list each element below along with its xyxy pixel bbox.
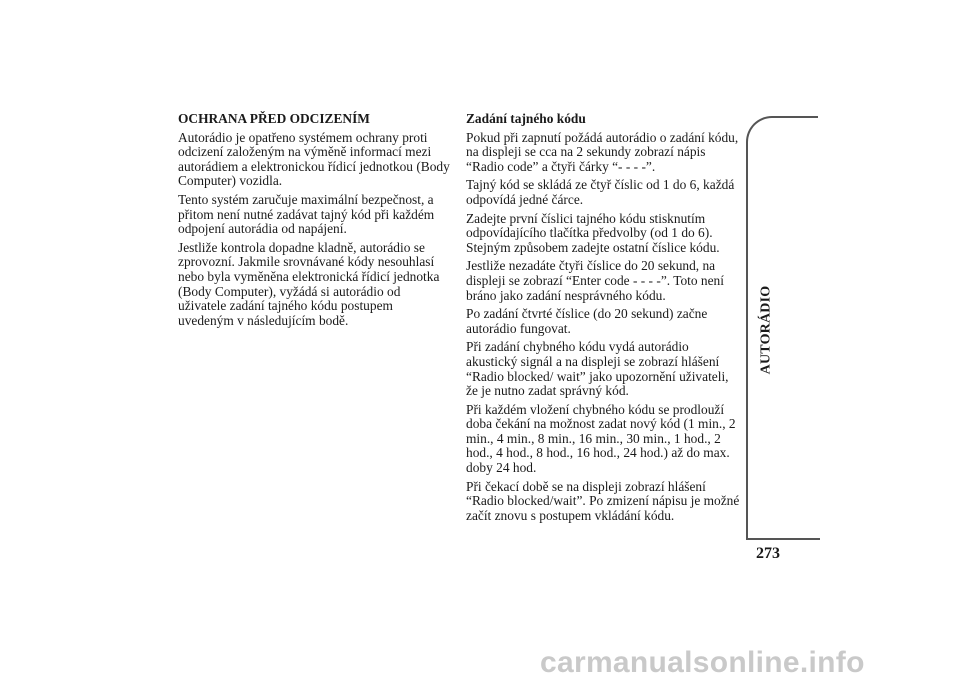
subsection-heading: Zadání tajného kódu [466,111,586,126]
page-number: 273 [756,545,780,562]
chapter-label: AUTORÁDIO [758,285,774,375]
section-heading: OCHRANA PŘED ODCIZENÍM [178,111,370,126]
paragraph: Zadejte první číslici tajného kódu stisknutím odpovídajícího tlačítka předvolby (od 1 do 6). Stejným způsobem zadejte ostatní číslice kódu. [466,210,720,255]
watermark: carmanualsonline.info [540,646,865,679]
paragraph: Tento systém zaručuje maximální bezpečnost, a přitom není nutné zadávat tajný kód při každém odpojení autorádia od napájení. [178,191,435,237]
side-tab-label [754,285,778,375]
side-tab-bottom-rule [746,538,820,540]
paragraph: Při čekací době se na displeji zobrazí hlášení “Radio blocked/wait”. Po zmizení nápisu je možné začít znovu s postupem vkládání kódu. [466,478,740,523]
paragraph: Jestliže kontrola dopadne kladně, autorádio se zprovozní. Jakmile srovnávané kódy nesouhlasí nebo byla vyměněna elektronická řídicí jednotka (Body Computer), vyžádá si autorádio od uživatele zadání tajného kódu postupem uvedeným v následujícím bodě. [178,239,440,328]
paragraph: Tajný kód se skládá ze čtyř číslic od 1 do 6, každá odpovídá jedné čárce. [466,177,735,207]
paragraph: Pokud při zapnutí požádá autorádio o zadání kódu, na displeji se cca na 2 sekundy zobrazí nápis “Radio code” a čtyři čárky “- - - -”. [466,129,739,174]
paragraph: Při zadání chybného kódu vydá autorádio akustický signál a na displeji se zobrazí hlášení “Radio blocked/ wait” jako upozornění uživateli, že je nutno zadat správný kód. [466,339,729,399]
paragraph: Při každém vložení chybného kódu se prodlouží doba čekání na možnost zadat nový kód (1 min., 2 min., 4 min., 8 min., 16 min., 30 min., 1 hod., 2 hod., 4 hod., 8 hod., 16 hod., 24 hod.) až do max. doby 24 hod. [466,401,736,476]
paragraph: Jestliže nezadáte čtyři číslice do 20 sekund, na displeji se zobrazí “Enter code - - - -”. Toto není bráno jako zadání nesprávného kódu. [466,258,724,303]
left-column [178,112,450,332]
paragraph: Po zadání čtvrté číslice (do 20 sekund) začne autorádio fungovat. [466,306,708,336]
paragraph: Autorádio je opatřeno systémem ochrany proti odcizení založeným na výměně informací mezi autorádiem a elektronickou řídicí jednotkou (Body Computer) vozidla. [178,129,450,189]
right-column [466,112,742,527]
